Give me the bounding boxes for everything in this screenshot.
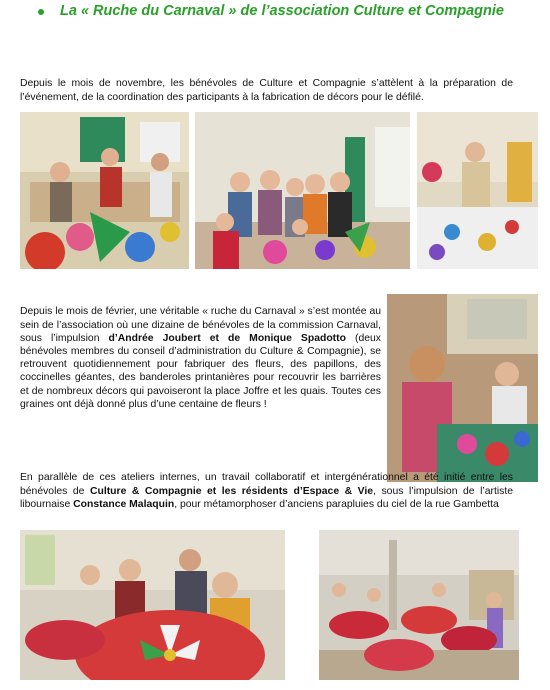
page-title: La « Ruche du Carnaval » de l’association Culture et Compagnie: [60, 3, 504, 19]
paragraph-ruche: Depuis le mois de février, une véritable « ruche du Carnaval » s’est montée au sein de l’association où une dizaine de bénévoles de la commission Carnaval, sous l’impulsion d’Andrée Joubert et de Monique Spadotto (deux bénévoles membres du conseil d’administration du Culture & Compagnie), se retrouvent quotidiennement pour fabriquer des fleurs, des papillons, des coccinelles géantes, des banderoles printanières pour recouvrir les barrières et de nombreux décors qui pavoiseront la place Joffre et les quais. Toutes ces graines ont déjà donné plus d’une centaine de fleurs !: [20, 306, 381, 410]
photo-volunteers-group: [195, 112, 410, 269]
photo-workshop-1: [20, 112, 189, 269]
photo-umbrellas-hall: [319, 530, 519, 680]
paragraph-collaboration: En parallèle de ces ateliers internes, un travail collaboratif et intergénérationnel a été initié entre les bénévoles de Culture & Compagnie et les résidents d’Espace & Vie, sous l’impulsion de l’artiste libournaise Constance Malaquin, pour métamorphoser d’anciens parapluies du ciel de la rue Gambetta: [20, 472, 513, 510]
organizations-names: Culture & Compagnie et les résidents d’Espace & Vie: [89, 485, 374, 497]
photo-workshop-table: [417, 112, 538, 269]
volunteer-names: d’Andrée Joubert et de Monique Spadotto: [108, 332, 346, 344]
photo-painting-workshop: [387, 294, 538, 482]
photo-umbrella-painting: [20, 530, 285, 680]
artist-name: Constance Malaquin: [73, 498, 175, 510]
paragraph-intro: Depuis le mois de novembre, les bénévoles de Culture et Compagnie s’attèlent à la préparation de l’événement, de la coordination des participants à la fabrication de décors pour le défilé.: [20, 78, 513, 103]
